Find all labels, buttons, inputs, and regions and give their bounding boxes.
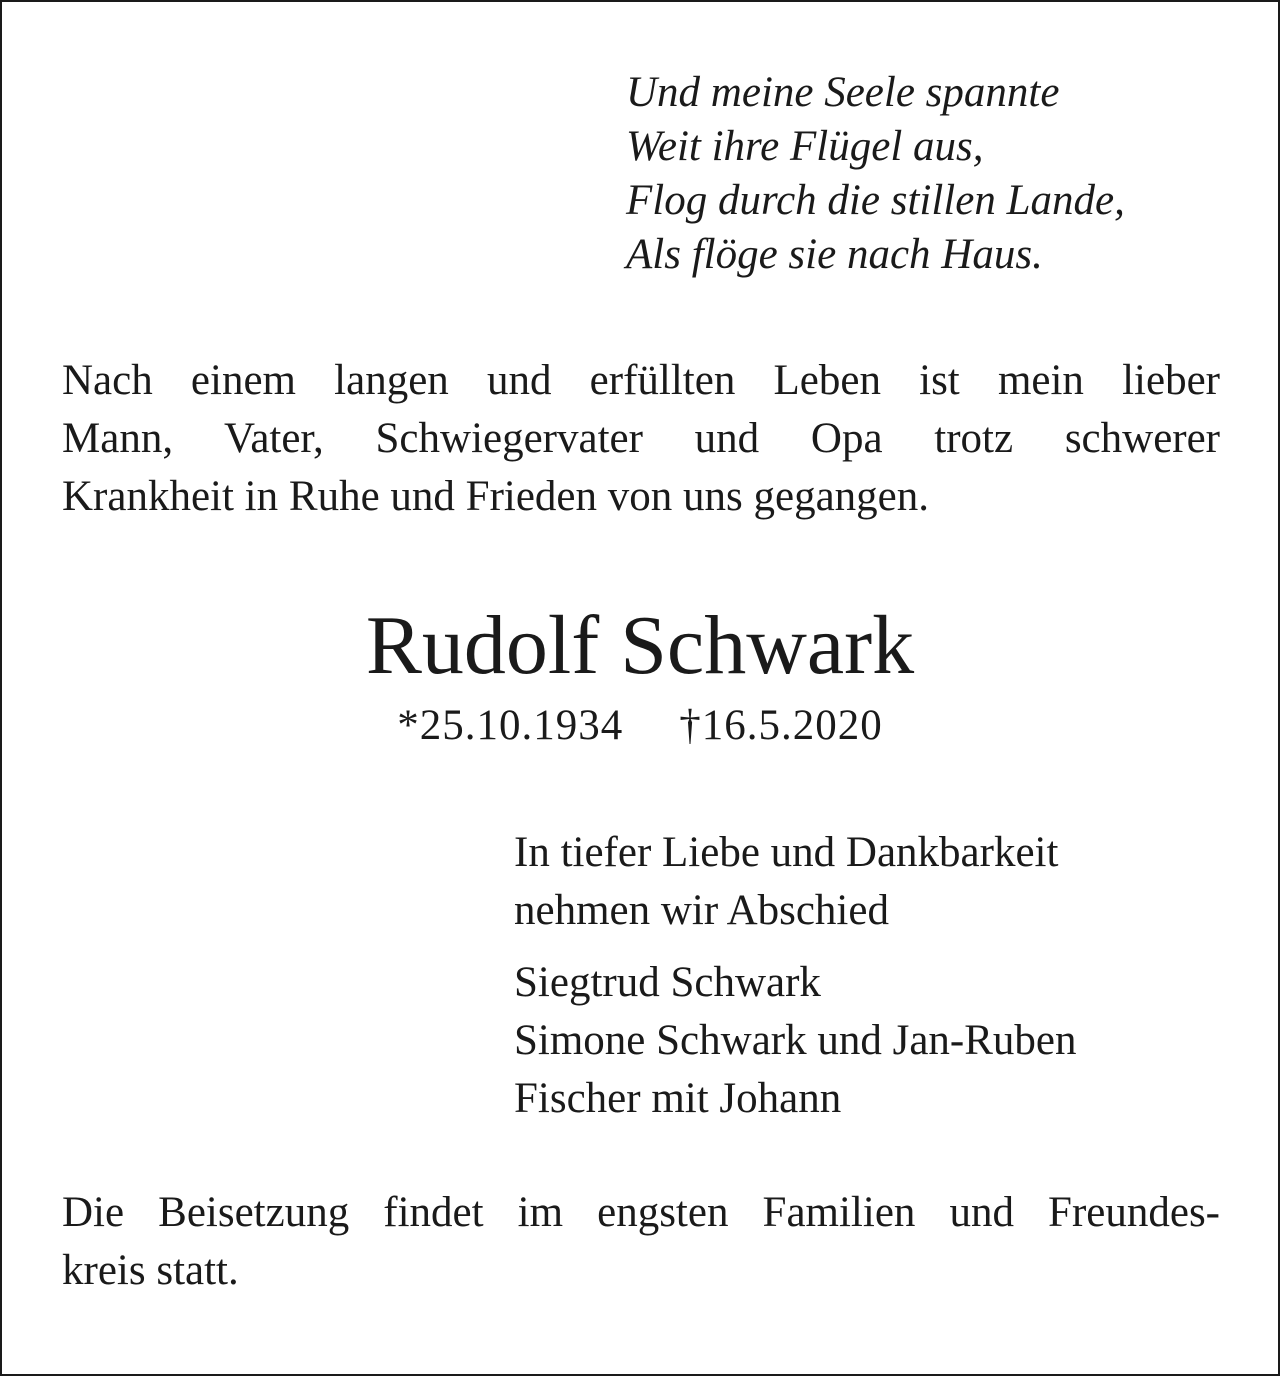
farewell-text [514,824,1058,940]
farewell-line: In tiefer Liebe und Dankbarkeit [514,829,1059,876]
deceased-name: Rudolf Schwark [365,599,915,692]
poem-line: Flog durch die stillen Lande, [626,177,1125,224]
poem-line: Weit ihre Flügel aus, [626,123,984,170]
intro-line: Krankheit in Ruhe und Frieden von uns gegangen. [62,473,929,520]
mourner-line: Fischer mit Johann [514,1075,842,1122]
mourners-list [514,954,1077,1128]
funeral-line: kreis statt. [62,1247,239,1294]
life-dates [0,698,1280,754]
mourner-line: Simone Schwark und Jan-Ruben [514,1017,1077,1064]
poem-line: Als flöge sie nach Haus. [626,231,1043,278]
poem-line: Und meine Seele spannte [626,69,1060,116]
death-date: †16.5.2020 [679,702,883,749]
funeral-note [62,1184,1220,1300]
mourner-line: Siegtrud Schwark [514,959,821,1006]
intro-line: Nach einem langen und erfüllten Leben ist mein lieber [62,357,1220,404]
intro-paragraph [62,352,1220,526]
birth-date: *25.10.1934 [397,702,624,749]
intro-line: Mann, Vater, Schwiegervater und Opa trotz schwerer [62,415,1220,462]
funeral-line: Die Beisetzung findet im engsten Familien und Freundes- [62,1189,1220,1236]
farewell-line: nehmen wir Abschied [514,887,889,934]
poem-verse [626,66,1125,282]
